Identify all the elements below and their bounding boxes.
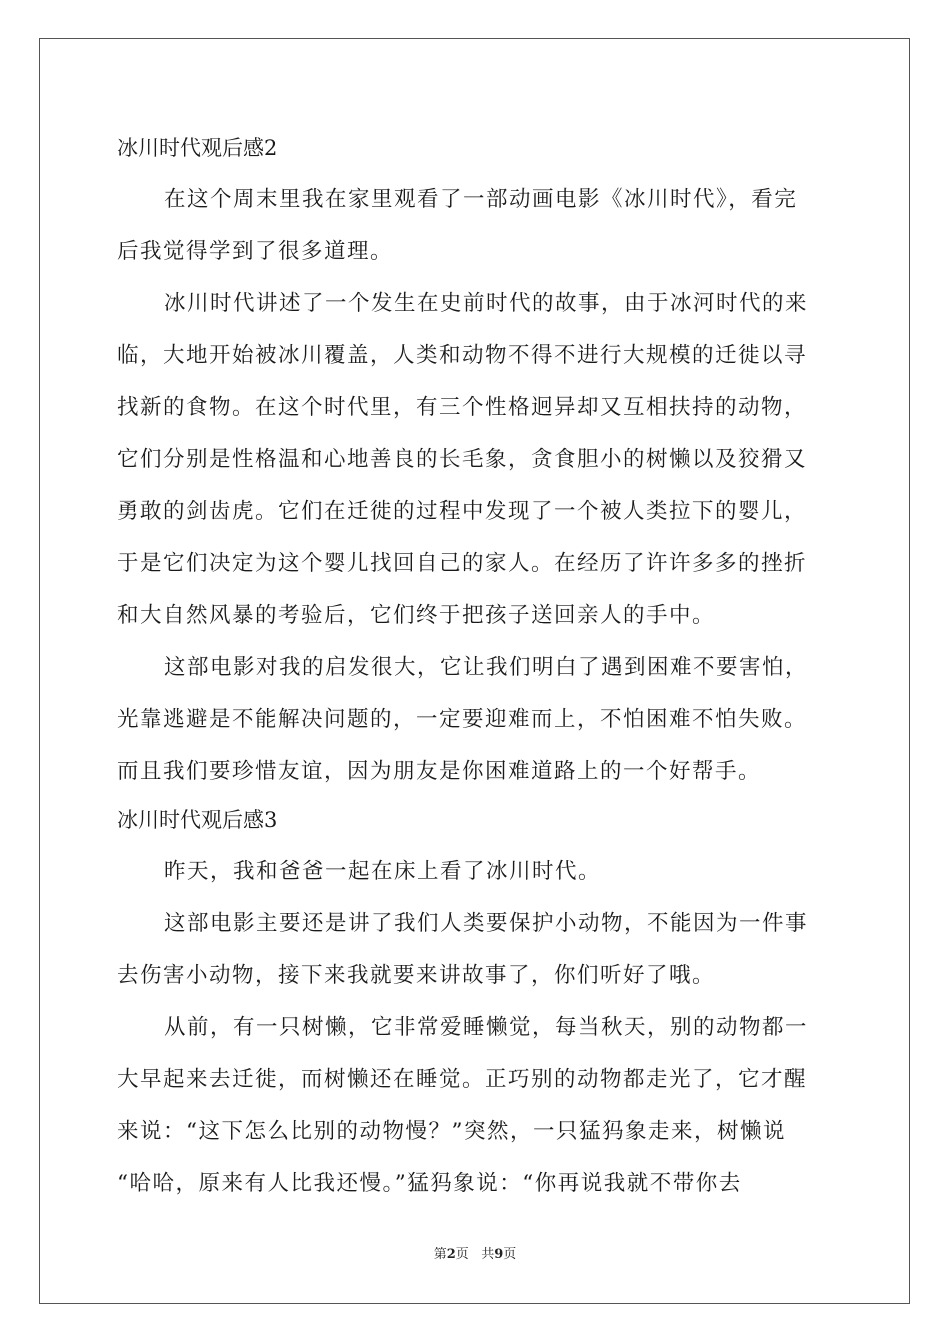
paragraph: [117, 846, 833, 898]
text-line: 临，大地开始被冰川覆盖，人类和动物不得不进行大规模的迁徙以寻: [117, 343, 808, 368]
text-line: 大早起来去迁徙，而树懒还在睡觉。正巧别的动物都走光了，它才醒: [117, 1067, 808, 1092]
text-line: 光靠逃避是不能解决问题的，一定要迎难而上，不怕困难不怕失败。: [117, 707, 808, 732]
text-line: 这部电影主要还是讲了我们人类要保护小动物，不能因为一件事: [164, 911, 809, 936]
text-line: 在这个周末里我在家里观看了一部动画电影《冰川时代》，看完: [164, 187, 798, 212]
text-line: 冰川时代讲述了一个发生在史前时代的故事，由于冰河时代的来: [164, 291, 809, 316]
total-suffix: 页: [503, 1247, 517, 1262]
page-number: 2: [446, 1247, 456, 1262]
total-pages: 9: [494, 1247, 504, 1262]
text-line: 来说：“这下怎么比别的动物慢？”突然，一只猛犸象走来，树懒说: [117, 1119, 786, 1144]
text-line: 和大自然风暴的考验后，它们终于把孩子送回亲人的手中。: [117, 603, 716, 628]
total-prefix: 共: [481, 1247, 495, 1262]
text-line: 于是它们决定为这个婴儿找回自己的家人。在经历了许许多多的挫折: [117, 551, 808, 576]
page-prefix: 第: [433, 1247, 447, 1262]
text-line: 从前，有一只树懒，它非常爱睡懒觉，每当秋天，别的动物都一: [164, 1015, 809, 1040]
paragraph: [117, 278, 833, 642]
section-title: 冰川时代观后感3: [117, 808, 278, 832]
paragraph: [117, 174, 833, 278]
paragraph: [117, 898, 833, 1002]
paragraph: [117, 642, 833, 798]
text-line: “哈哈，原来有人比我还慢。”猛犸象说：“你再说我就不带你去: [117, 1171, 742, 1196]
document-body: [117, 126, 833, 1210]
section-title: 冰川时代观后感2: [117, 136, 278, 160]
text-line: 找新的食物。在这个时代里，有三个性格迥异却又互相扶持的动物，: [117, 395, 808, 420]
paragraph: [117, 1002, 833, 1210]
text-line: 后我觉得学到了很多道理。: [117, 239, 394, 264]
text-line: 勇敢的剑齿虎。它们在迁徙的过程中发现了一个被人类拉下的婴儿，: [117, 499, 808, 524]
text-line: 而且我们要珍惜友谊，因为朋友是你困难道路上的一个好帮手。: [117, 759, 762, 784]
text-line: 昨天，我和爸爸一起在床上看了冰川时代。: [164, 859, 602, 884]
page-footer: [0, 1245, 950, 1265]
text-line: 它们分别是性格温和心地善良的长毛象，贪食胆小的树懒以及狡猾又: [117, 447, 808, 472]
page-suffix: 页: [455, 1247, 469, 1262]
text-line: 这部电影对我的启发很大，它让我们明白了遇到困难不要害怕，: [164, 655, 809, 680]
text-line: 去伤害小动物，接下来我就要来讲故事了，你们听好了哦。: [117, 963, 716, 988]
